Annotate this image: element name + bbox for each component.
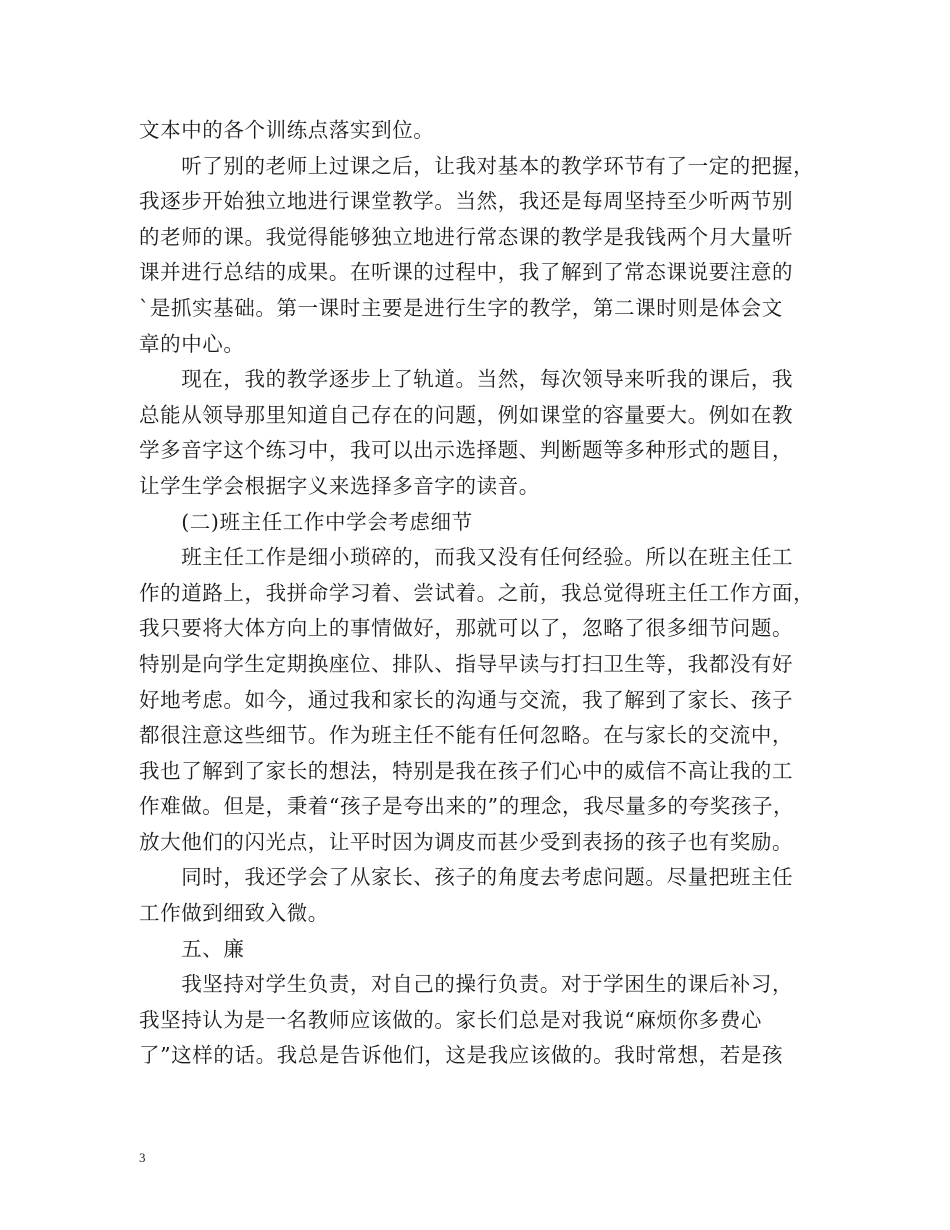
- text-line: 五、廉: [139, 936, 245, 961]
- body-text: [139, 113, 829, 1074]
- text-line: 特别是向学生定期换座位、排队、指导早读与打扫卫生等，我都没有好: [139, 651, 794, 676]
- text-line: 作难做。但是，秉着“孩子是夸出来的”的理念，我尽量多的夸奖孩子，: [139, 794, 795, 819]
- text-line: 我只要将大体方向上的事情做好，那就可以了，忽略了很多细节问题。: [139, 616, 794, 641]
- text-line: 同时，我还学会了从家长、孩子的角度去考虑问题。尽量把班主任: [139, 865, 794, 890]
- text-line: 班主任工作是细小琐碎的，而我又没有任何经验。所以在班主任工: [139, 545, 794, 570]
- text-line: (二)班主任工作中学会考虑细节: [139, 509, 473, 534]
- text-line: 总能从领导那里知道自己存在的问题，例如课堂的容量要大。例如在教: [139, 402, 794, 427]
- text-line: 作的道路上，我拼命学习着、尝试着。之前，我总觉得班主任工作方面，: [139, 580, 815, 605]
- text-line: 现在，我的教学逐步上了轨道。当然，每次领导来听我的课后，我: [139, 367, 794, 392]
- text-line: 学多音字这个练习中，我可以出示选择题、判断题等多种形式的题目，: [139, 438, 794, 463]
- text-line: 我坚持对学生负责，对自己的操行负责。对于学困生的课后补习，: [139, 972, 794, 997]
- text-line: 我也了解到了家长的想法，特别是我在孩子们心中的威信不高让我的工: [139, 758, 794, 783]
- text-line: 了”这样的话。我总是告诉他们，这是我应该做的。我时常想，若是孩: [139, 1043, 784, 1068]
- text-line: 文本中的各个训练点落实到位。: [139, 118, 435, 142]
- text-line: 让学生学会根据字义来选择多音字的读音。: [139, 473, 540, 498]
- text-line: 的老师的课。我觉得能够独立地进行常态课的教学是我钱两个月大量听: [139, 224, 794, 249]
- text-line: `是抓实基础。第一课时主要是进行生字的教学，第二课时则是体会文: [139, 295, 783, 320]
- text-line: 听了别的老师上过课之后，让我对基本的教学环节有了一定的把握，: [139, 153, 815, 178]
- text-line: 放大他们的闪光点，让平时因为调皮而甚少受到表扬的孩子也有奖励。: [139, 829, 794, 854]
- text-line: 工作做到细致入微。: [139, 901, 329, 926]
- text-line: 章的中心。: [139, 331, 245, 356]
- text-line: 课并进行总结的成果。在听课的过程中，我了解到了常态课说要注意的: [139, 260, 794, 285]
- page-number: 3: [139, 1150, 146, 1165]
- text-line: 我逐步开始独立地进行课堂教学。当然，我还是每周坚持至少听两节别: [139, 189, 794, 214]
- text-line: 我坚持认为是一名教师应该做的。家长们总是对我说“麻烦你多费心: [139, 1007, 762, 1032]
- text-line: 都很注意这些细节。作为班主任不能有任何忽略。在与家长的交流中，: [139, 723, 794, 748]
- text-line: 好地考虑。如今，通过我和家长的沟通与交流，我了解到了家长、孩子: [139, 687, 794, 712]
